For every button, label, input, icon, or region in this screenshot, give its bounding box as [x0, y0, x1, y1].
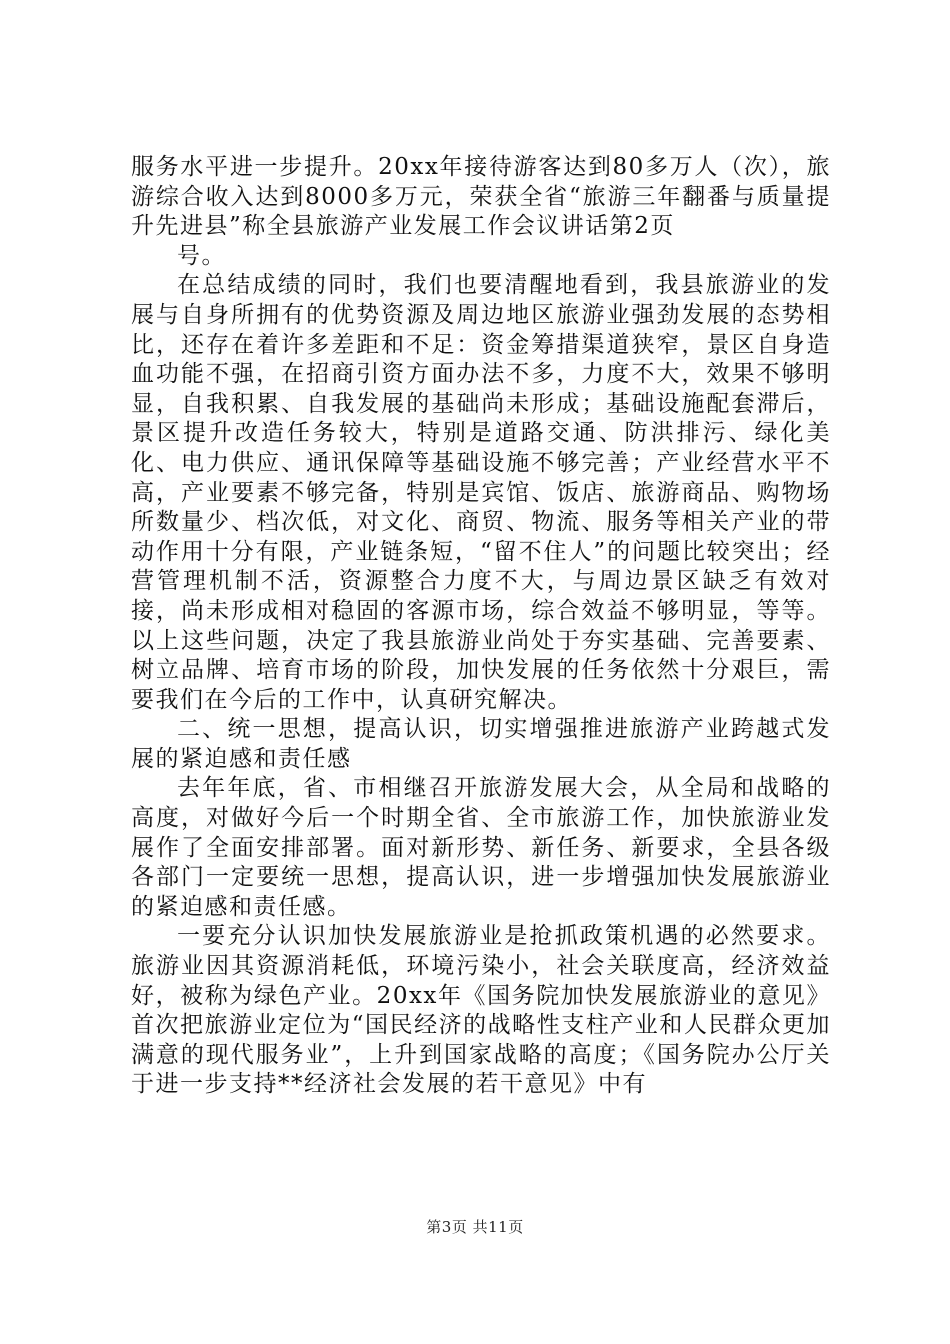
paragraph-fragment: 号。: [177, 242, 226, 269]
paragraph-problems: 在总结成绩的同时，我们也要清醒地看到，我县旅游业的发展与自身所拥有的优势资源及周边地区旅游业强劲发展的态势相比，还存在着许多差距和不足：资金筹措渠道狭窄，景区自身造血功能不强，在招商引资方面办法不多，力度不大，效果不够明显，自我积累、自我发展的基础尚未形成；基础设施配套滞后，景区提升改造任务较大，特别是道路交通、防洪排污、绿化美化、电力供应、通讯保障等基础设施不够完善；产业经营水平不高，产业要素不够完备，特别是宾馆、饭店、旅游商品、购物场所数量少、档次低，对文化、商贸、物流、服务等相关产业的带动作用十分有限，产业链条短，“留不住人”的问题比较突出；经营管理机制不活，资源整合力度不大，与周边景区缺乏有效对接，尚未形成相对稳固的客源市场，综合效益不够明显，等等。以上这些问题，决定了我县旅游业尚处于夯实基础、完善要素、树立品牌、培育市场的阶段，加快发展的任务依然十分艰巨，需要我们在今后的工作中，认真研究解决。: [131, 272, 831, 713]
paragraph-conference: 去年年底，省、市相继召开旅游发展大会，从全局和战略的高度，对做好今后一个时期全省、全市旅游工作，加快旅游业发展作了全面安排部署。面对新形势、新任务、新要求，全县各级各部门一定要统一思想，提高认识，进一步增强加快发展旅游业的紧迫感和责任感。: [131, 775, 831, 920]
paragraph-policy: 一要充分认识加快发展旅游业是抢抓政策机遇的必然要求。旅游业因其资源消耗低，环境污染小，社会关联度高，经济效益好，被称为绿色产业。20xx年《国务院加快发展旅游业的意见》首次把旅游业定位为“国民经济的战略性支柱产业和人民群众更加满意的现代服务业”，上升到国家战略的高度；《国务院办公厅关于进一步支持**经济社会发展的若干意见》中有: [131, 923, 831, 1098]
section-heading: 二、统一思想，提高认识，切实增强推进旅游产业跨越式发展的紧迫感和责任感: [131, 716, 831, 772]
paragraph-continued: 服务水平进一步提升。20xx年接待游客达到80多万人（次），旅游综合收入达到8000多万元，荣获全省“旅游三年翻番与质量提升先进县”称全县旅游产业发展工作会议讲话第2页: [131, 154, 831, 240]
page-number-footer: 第3页 共11页: [426, 1218, 524, 1236]
document-body: [131, 153, 831, 1100]
